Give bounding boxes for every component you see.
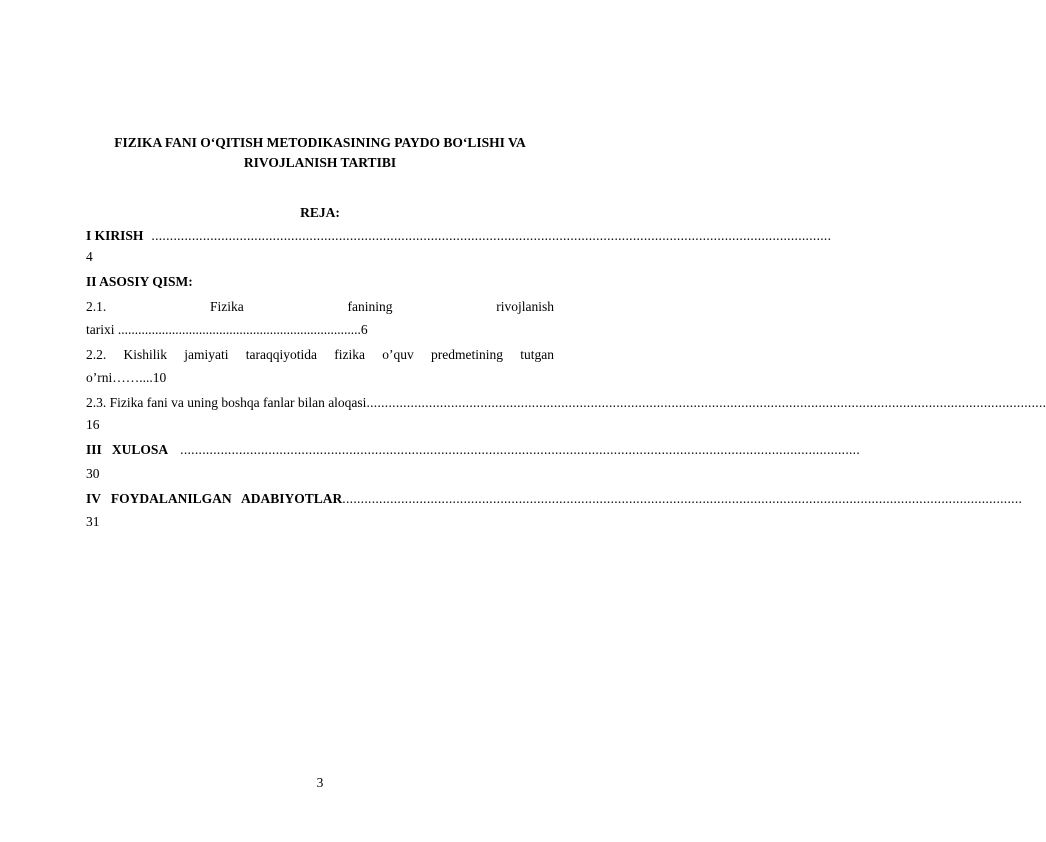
toc-item-2-3 (86, 395, 1046, 411)
toc-word: taraqqiyotida (245, 347, 317, 362)
toc-word: 2.1. (86, 299, 107, 314)
toc-leader-dots: ......................................................................................................................................................................................... (366, 395, 1046, 410)
toc-item-2-3-label: 2.3. Fizika fani va uning boshqa fanlar bilan aloqasi (86, 395, 367, 410)
toc-word: fizika (334, 347, 365, 362)
toc-word: Fizika (210, 299, 244, 314)
toc-references (86, 491, 1023, 507)
toc-word: o’quv (382, 347, 414, 362)
toc-conclusion-page: 30 (86, 466, 100, 481)
toc-word: fanining (347, 299, 393, 314)
toc-conclusion-label: III XULOSA (86, 442, 169, 457)
page-number: 3 (316, 775, 324, 790)
toc-intro-page: 4 (86, 249, 93, 264)
toc-word: jamiyati (184, 347, 229, 362)
toc-leader-dots: ......................................................................................................................................................................................... (180, 442, 861, 457)
document-title-line-2: RIVOJLANISH TARTIBI (243, 155, 397, 170)
toc-item-2-1-continuation: tarixi ........................................................................6 (86, 322, 368, 337)
toc-references-label: IV FOYDALANILGAN ADABIYOTLAR (86, 491, 343, 506)
toc-item-2-2 (86, 347, 554, 363)
toc-word: 2.2. (86, 347, 107, 362)
toc-references-page: 31 (86, 514, 100, 529)
toc-leader-dots: ......................................................................................................................................................................................... (151, 228, 832, 243)
toc-item-2-3-page: 16 (86, 417, 100, 432)
toc-intro (86, 228, 832, 244)
toc-item-2-1 (86, 299, 554, 315)
toc-word: Kishilik (123, 347, 168, 362)
toc-word: rivojlanish (496, 299, 554, 314)
toc-word: tutgan (520, 347, 554, 362)
toc-item-2-2-continuation: o’rni……....10 (86, 370, 167, 385)
toc-word: predmetining (430, 347, 503, 362)
toc-leader-dots: ......................................................................................................................................................................................... (342, 491, 1023, 506)
document-title-line-1: FIZIKA FANI O‘QITISH METODIKASINING PAYDO BO‘LISHI VA (114, 135, 526, 150)
toc-intro-label: I KIRISH (86, 228, 144, 243)
plan-heading: REJA: (300, 205, 340, 220)
toc-main-section: II ASOSIY QISM: (86, 274, 193, 289)
toc-conclusion (86, 442, 861, 458)
